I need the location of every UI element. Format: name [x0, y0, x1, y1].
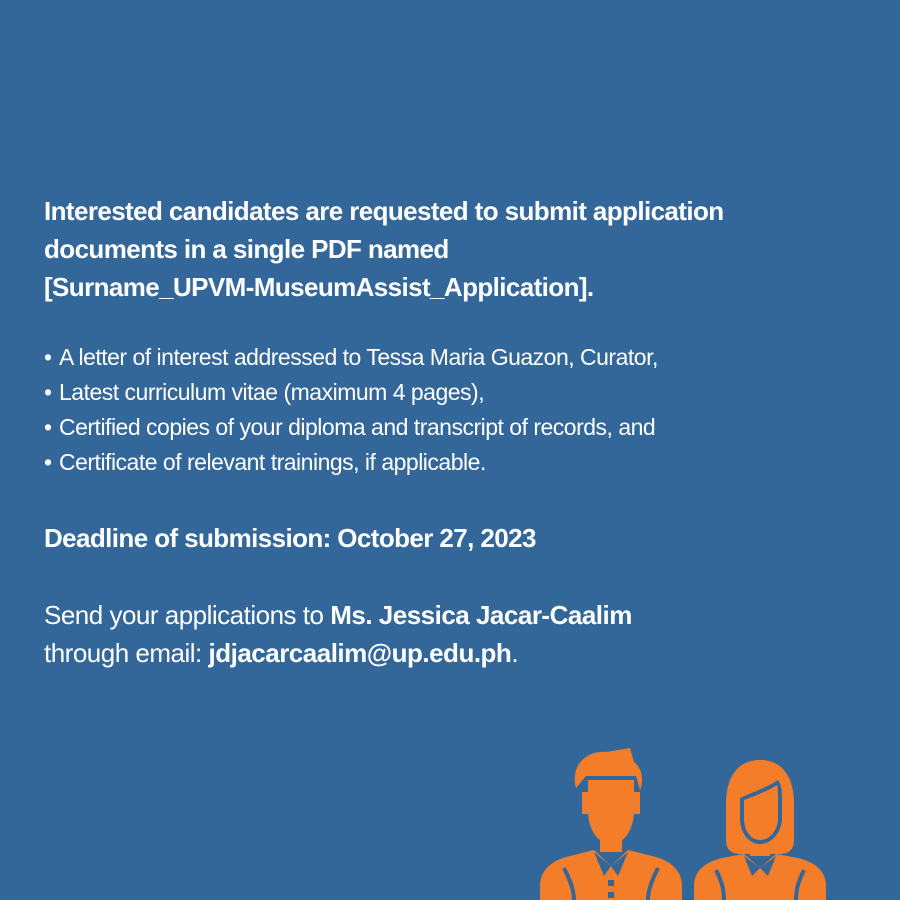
requirement-text: Certificate of relevant trainings, if applicable.	[59, 449, 486, 475]
requirement-text: Certified copies of your diploma and transcript of records, and	[59, 414, 656, 440]
intro-line-3: [Surname_UPVM-MuseumAssist_Application].	[44, 272, 594, 302]
contact-paragraph	[44, 596, 864, 672]
deadline-text: Deadline of submission: October 27, 2023	[44, 523, 536, 553]
requirement-text: A letter of interest addressed to Tessa Maria Guazon, Curator,	[59, 344, 658, 370]
bullet: •	[44, 414, 52, 440]
bullet: •	[44, 379, 52, 405]
email-link[interactable]: jdjacarcaalim@up.edu.ph	[208, 638, 512, 668]
contact-prefix: Send your applications to	[44, 600, 331, 630]
intro-line-2: documents in a single PDF named	[44, 234, 449, 264]
bullet: •	[44, 344, 52, 370]
list-item	[44, 340, 864, 375]
people-icon	[530, 740, 840, 900]
list-item	[44, 445, 864, 480]
email-prefix: through email:	[44, 638, 209, 668]
intro-paragraph	[44, 192, 864, 306]
requirements-list	[44, 340, 864, 480]
intro-line-1: Interested candidates are requested to submit application	[44, 196, 724, 226]
requirement-text: Latest curriculum vitae (maximum 4 pages),	[59, 379, 485, 405]
man-figure	[540, 748, 682, 900]
list-item	[44, 375, 864, 410]
woman-figure	[694, 760, 826, 900]
announcement-content	[44, 192, 864, 672]
contact-suffix: .	[511, 638, 519, 668]
bullet: •	[44, 449, 52, 475]
list-item	[44, 410, 864, 445]
contact-name: Ms. Jessica Jacar-Caalim	[330, 600, 632, 630]
